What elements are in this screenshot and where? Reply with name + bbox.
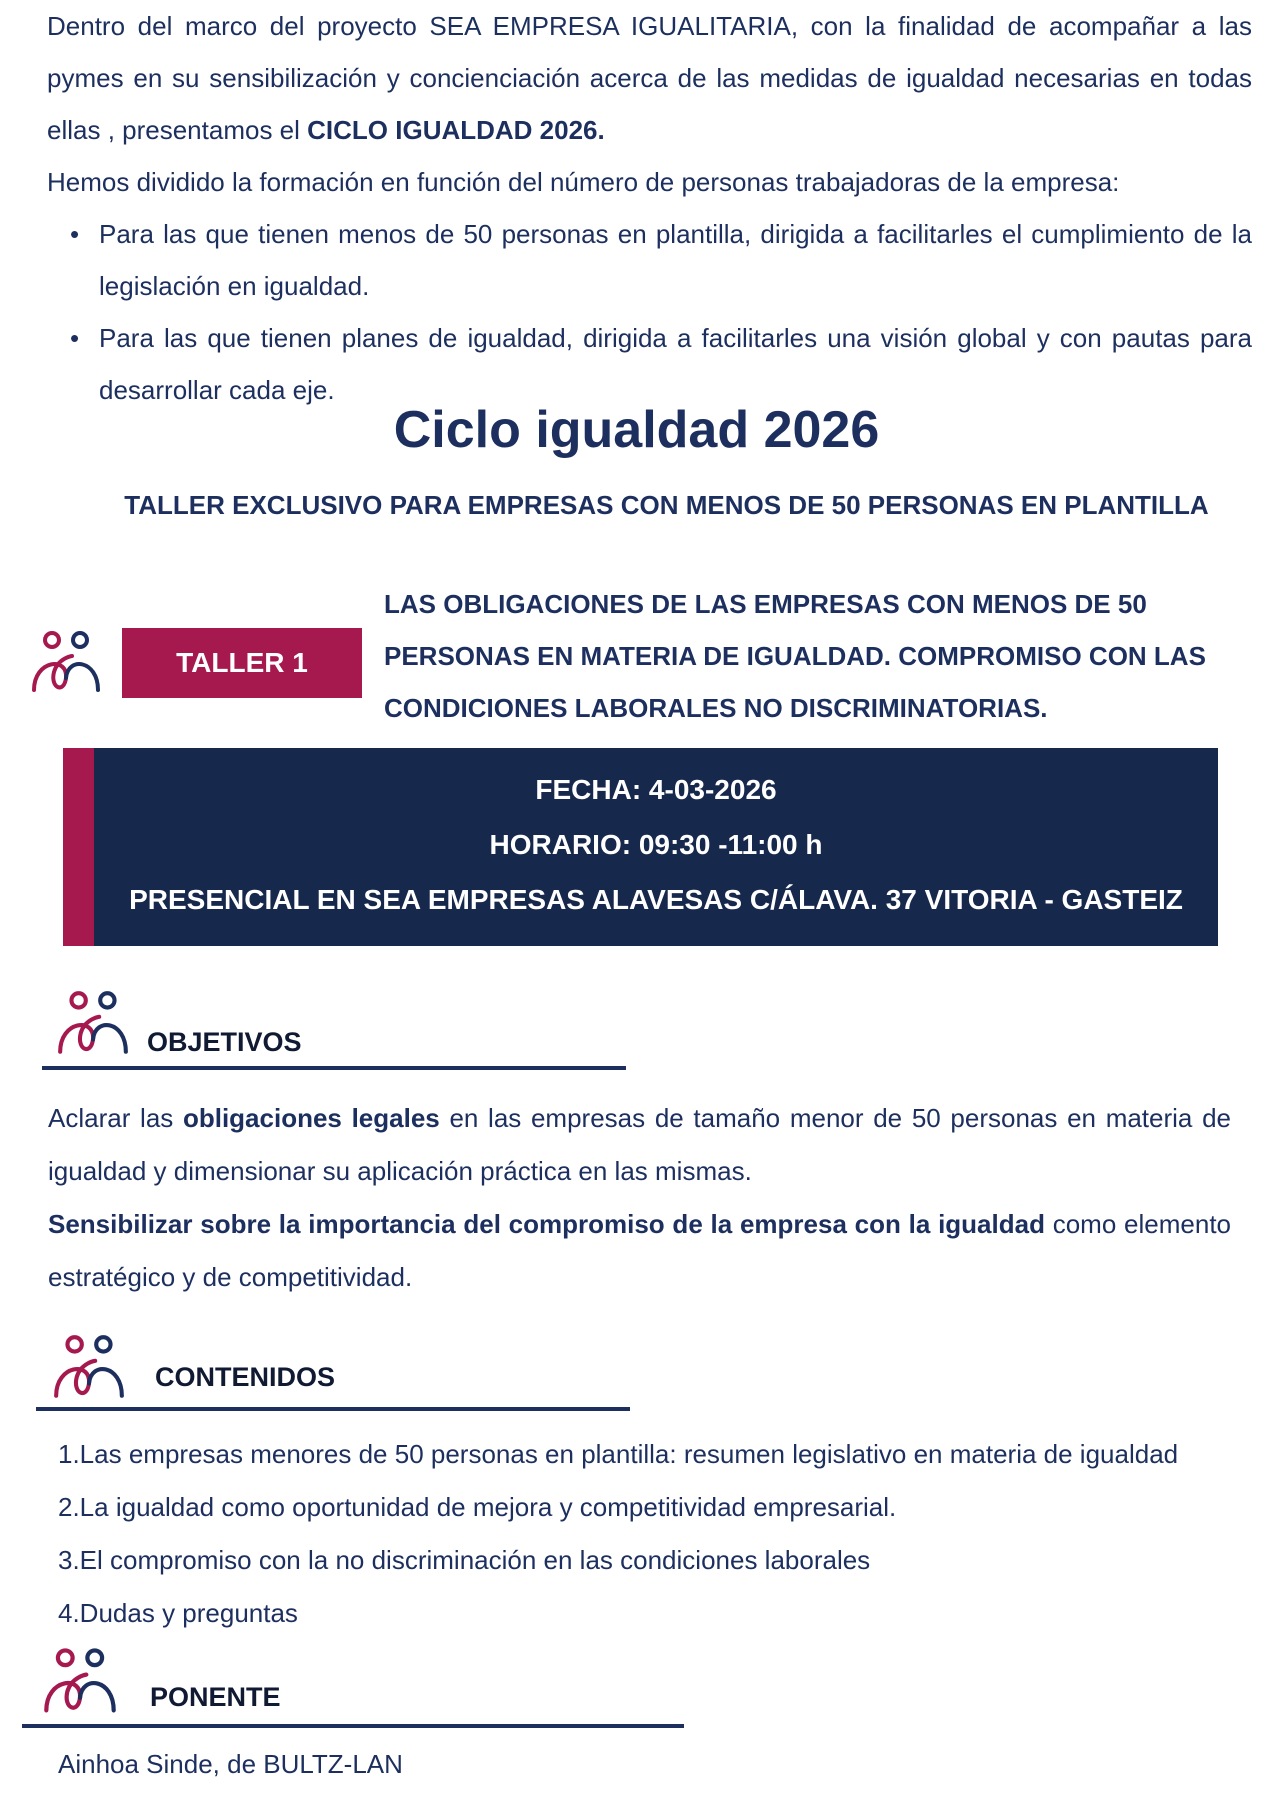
objetivos-text xyxy=(48,1092,1231,1304)
people-icon xyxy=(28,630,104,696)
intro-paragraph xyxy=(47,0,1252,156)
contenidos-list xyxy=(58,1428,1178,1640)
taller-title: LAS OBLIGACIONES DE LAS EMPRESAS CON MENOS DE 50 PERSONAS EN MATERIA DE IGUALDAD. COMPROMISO CON LAS CONDICIONES LABORALES NO DISCRIMINATORIAS. xyxy=(384,589,1206,723)
contenidos-item: 3.El compromiso con la no discriminación en las condiciones laborales xyxy=(58,1545,871,1575)
objetivos-divider xyxy=(42,1066,626,1070)
event-location: PRESENCIAL EN SEA EMPRESAS ALAVESAS C/ÁLAVA. 37 VITORIA - GASTEIZ xyxy=(129,884,1183,915)
event-info-box xyxy=(63,748,1218,946)
event-time: HORARIO: 09:30 -11:00 h xyxy=(489,829,823,860)
intro-division-text: Hemos dividido la formación en función del número de personas trabajadoras de la empresa: xyxy=(47,167,1120,197)
ponente-name: Ainhoa Sinde, de BULTZ-LAN xyxy=(58,1749,403,1779)
intro-section xyxy=(47,0,1252,416)
objetivos-paragraph: Sensibilizar sobre la importancia del compromiso de la empresa con la igualdad como elemento estratégico y de competitividad. xyxy=(48,1209,1232,1292)
people-icon xyxy=(54,990,132,1058)
intro-highlight: CICLO IGUALDAD 2026. xyxy=(307,115,605,145)
ponente-divider xyxy=(22,1724,684,1728)
info-box-accent xyxy=(63,748,94,946)
contenidos-heading: CONTENIDOS xyxy=(155,1362,336,1392)
intro-bullet-item: • Para las que tienen planes de igualdad, dirigida a facilitarles una visión global y con pautas para desarrollar cada eje. xyxy=(99,312,1252,416)
page-subtitle: TALLER EXCLUSIVO PARA EMPRESAS CON MENOS DE 50 PERSONAS EN PLANTILLA xyxy=(124,490,1209,520)
objetivos-heading: OBJETIVOS xyxy=(147,1027,302,1057)
people-icon xyxy=(40,1647,120,1717)
contenidos-item: 4.Dudas y preguntas xyxy=(58,1598,298,1628)
intro-bullet-list xyxy=(47,208,1252,416)
taller-badge: TALLER 1 xyxy=(122,628,362,698)
page-title: Ciclo igualdad 2026 xyxy=(393,401,880,459)
contenidos-item: 1.Las empresas menores de 50 personas en plantilla: resumen legislativo en materia de igualdad xyxy=(58,1439,1179,1469)
ponente-heading: PONENTE xyxy=(150,1682,281,1712)
event-date: FECHA: 4-03-2026 xyxy=(535,774,777,805)
objetivos-paragraph: Aclarar las obligaciones legales en las empresas de tamaño menor de 50 personas en materia de igualdad y dimensionar su aplicación práctica en las mismas. xyxy=(48,1103,1231,1186)
intro-text: Dentro del marco del proyecto SEA EMPRESA IGUALITARIA, con la finalidad de acompañar a las pymes en su sensibilización y concienciación acerca de las medidas de igualdad necesarias en todas ellas , presentamos el xyxy=(47,11,1252,145)
people-icon xyxy=(50,1334,128,1402)
contenidos-item: 2.La igualdad como oportunidad de mejora y competitividad empresarial. xyxy=(58,1492,897,1522)
contenidos-divider xyxy=(36,1407,630,1411)
intro-bullet-item: • Para las que tienen menos de 50 personas en plantilla, dirigida a facilitarles el cumplimiento de la legislación en igualdad. xyxy=(99,208,1252,312)
